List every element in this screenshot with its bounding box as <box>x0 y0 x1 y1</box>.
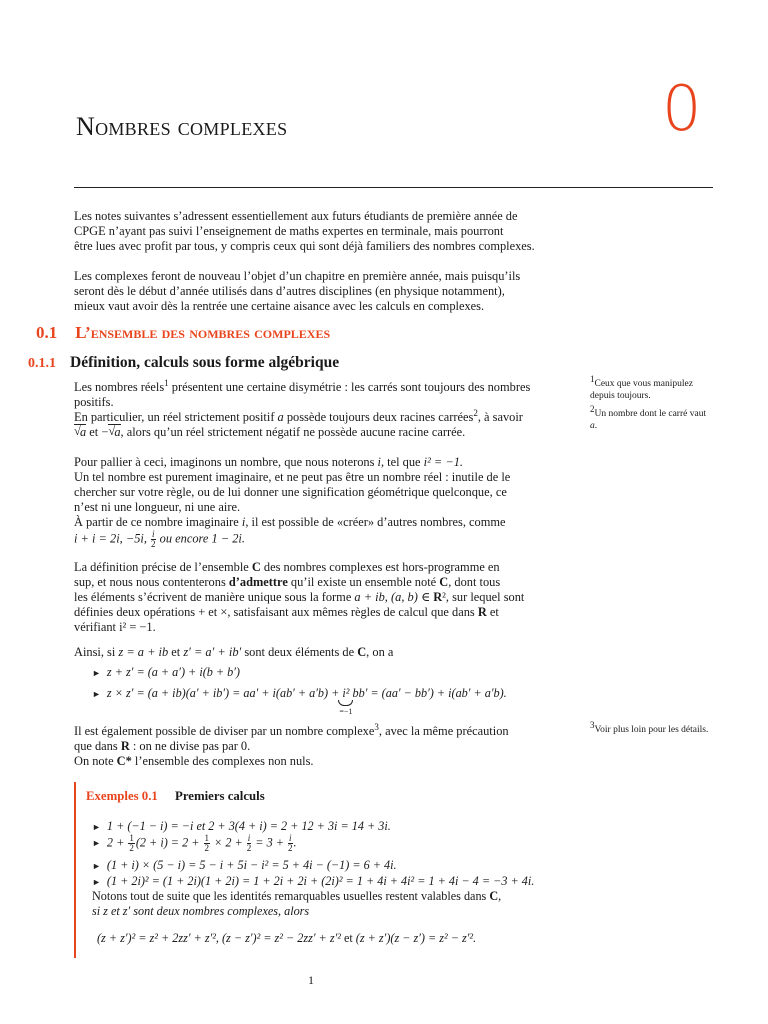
page-number: 1 <box>308 973 314 987</box>
intro-paragraph-2 <box>74 269 550 314</box>
example-line: Notons tout de suite que les identités remarquables usuelles restent valables dans C, <box>92 889 502 903</box>
section-heading <box>36 323 330 343</box>
chapter-title: Nombres complexes <box>76 112 288 141</box>
text-line: Les complexes feront de nouveau l’objet d’un chapitre en première année, mais puisqu’ils <box>74 269 521 283</box>
list-item: ► z + z′ = (a + a′) + i(b + b′) <box>92 665 240 679</box>
list-item: ► z × z′ = (a + ib)(a′ + ib′) = aa′ + i(ab′ + a′b) + i² =−1 bb′ = (aa′ − bb′) + i(ab′ + a′b). <box>92 686 507 716</box>
section-title: L’ensemble des nombres complexes <box>75 323 331 342</box>
example-title: Premiers calculs <box>175 789 265 803</box>
subsection-heading <box>28 354 339 372</box>
paragraph-pallier: Pour pallier à ceci, imaginons un nombre, que nous noterons i, tel que i² = −1. Un tel nombre est purement imaginaire, et ne peut pas être un nombre réel : inutile de le chercher sur votre règle, ou de lui donner une signification géométrique quelconque, ce n’est ni une longueur, ni une aire. À partir de ce nombre imaginaire i, il est possible de «créer» d’autres nombres, comme i + i = 2i, −5i, $\frac{i}{2}$ ou encore 1 − 2i. <box>74 455 511 549</box>
header-rule <box>74 187 713 188</box>
example-accent-bar <box>74 782 76 958</box>
example-line: si z et z′ sont deux nombres complexes, alors <box>92 904 310 918</box>
subsection-title: Définition, calculs sous forme algébrique <box>70 354 340 371</box>
paragraph-definition: La définition précise de l’ensemble C des nombres complexes est hors-programme en sup, et nous nous contenterons d’admettre qu’il existe un ensemble noté C, dont tous les éléments s’écrivent de manière unique sous la forme a + ib, (a, b) ∈ R², sur lequel sont définies deux opérations + et ×, satisfaisant aux mêmes règles de calcul que dans R et vérifiant i² = −1. <box>74 560 525 634</box>
subsection-number: 0.1.1 <box>28 356 56 371</box>
intro-paragraph-1 <box>74 209 550 254</box>
paragraph-division: Il est également possible de diviser par un nombre complexe$^3$, avec la même précaution que dans R : on ne divise pas par 0. On note C* l’ensemble des complexes non nuls. <box>74 721 509 768</box>
example-label: Exemples 0.1 <box>86 789 158 803</box>
example-line: ► 2 + $\frac{1}{2}$ (2 + i) = 2 + $\frac{1}{2}$ × 2 + $\frac{i}{2}$ = 3 + $\frac{i}{2}$ . <box>92 833 297 853</box>
sqrt-a: √ a <box>74 424 87 439</box>
paragraph-ainsi: Ainsi, si z = a + ib et z′ = a′ + ib′ sont deux éléments de C, on a <box>74 645 394 659</box>
text-line: être lues avec profit par tous, y compris ceux qui sont déjà familiers des nombres complexes. <box>74 239 535 253</box>
text-line: CPGE n’ayant pas suivi l’enseignement de maths expertes en terminale, mais pourront <box>74 224 504 238</box>
example-heading <box>86 789 265 804</box>
chapter-number: 0 <box>662 72 702 145</box>
section-number: 0.1 <box>36 323 58 342</box>
sidenote-2: $^2$Un nombre dont le carré vaut a. <box>590 403 707 431</box>
underbrace: i² =−1 <box>339 686 353 716</box>
sidenote-3: $^3$Voir plus loin pour les détails. <box>590 719 709 735</box>
example-line: ► (1 + 2i)² = (1 + 2i)(1 + 2i) = 1 + 2i + 2i + (2i)² = 1 + 4i + 4i² = 1 + 4i − 4 = −3 + 4i. <box>92 874 535 888</box>
text-line: mieux vaut avoir dès la rentrée une certaine aisance avec les calculs en complexes. <box>74 299 485 313</box>
text-line: seront dès le début d’année utilisés dans d’autres disciplines (en physique notamment), <box>74 284 505 298</box>
example-line: ► 1 + (−1 − i) = −i et 2 + 3(4 + i) = 2 + 12 + 3i = 14 + 3i. <box>92 819 391 833</box>
text-line: Les notes suivantes s’adressent essentiellement aux futurs étudiants de première année de <box>74 209 518 223</box>
paragraph-reels: Les nombres réels$^1$ présentent une certaine disymétrie : les carrés sont toujours des nombres positifs. En particulier, un réel strictement positif a possède toujours deux racines carrées$^2$, à savoir √ a et − √ a, alors qu’un réel strictement négatif ne possède aucune racine carrée. <box>74 377 531 439</box>
sidenote-1: $^1$Ceux que vous manipulez depuis toujours. <box>590 373 693 401</box>
example-line: ► (1 + i) × (5 − i) = 5 − i + 5i − i² = 5 + 4i − (−1) = 6 + 4i. <box>92 858 397 872</box>
example-identities: (z + z′)² = z² + 2zz′ + z′², (z − z′)² = z² − 2zz′ + z′² et (z + z′)(z − z′) = z² − z′². <box>97 931 477 945</box>
